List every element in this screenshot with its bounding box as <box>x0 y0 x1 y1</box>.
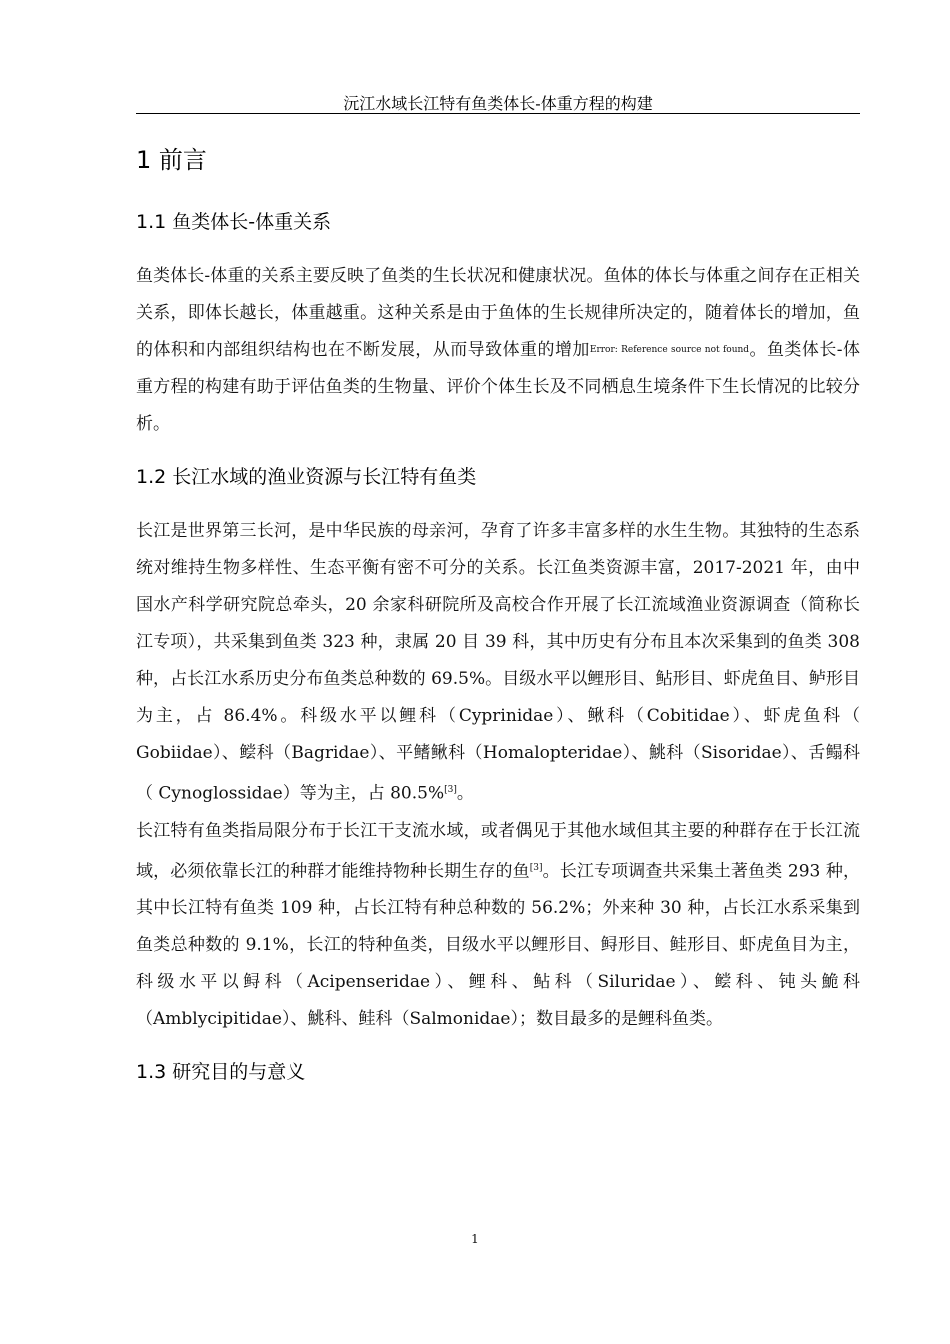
subsection-heading-1-2: 1.2 长江水域的渔业资源与长江特有鱼类 <box>136 466 477 488</box>
reference-error-note: Error: Reference source not found <box>589 345 750 355</box>
subsection-heading-1-1: 1.1 鱼类体长-体重关系 <box>136 211 332 233</box>
document-body <box>136 140 860 1108</box>
paragraph-body-length-weight <box>136 258 860 443</box>
paragraph-text: 。鱼类体长-体重方程的构建有助于评估鱼类的生物量、评价个体生长及不同栖息生境条件下生长情况的比较分析。 <box>136 340 861 434</box>
running-header: 沅江水域长江特有鱼类体长-体重方程的构建 <box>136 94 860 114</box>
paragraph-text: 鱼类体长-体重的关系主要反映了鱼类的生长状况和健康状况。鱼体的体长与体重之间存在正相关关系，即体长越长，体重越重。这种关系是由于鱼体的生长规律所决定的，随着体长的增加，鱼的体积和内部组织结构也在不断发展，从而导致体重的增加 <box>136 266 860 360</box>
subsection-heading-1-3: 1.3 研究目的与意义 <box>136 1061 306 1084</box>
section-heading-1: 1 前言 <box>136 146 207 174</box>
paragraph-endemic-fish <box>136 813 860 1039</box>
citation-ref: [3] <box>529 862 543 873</box>
page-number: 1 <box>471 1232 479 1246</box>
citation-ref: [3] <box>444 785 457 795</box>
paragraph-text: 。长江专项调查共采集土著鱼类 293 种，其中长江特有鱼类 109 种，占长江特有种总种数的 56.2%；外来种 30 种，占长江水系采集到鱼类总种数的 9.1%，长江的特种鱼类，目级水平以鲤形目、鲟形目、鲑形目、虾虎鱼目为主，科级水平以鲟科（Acipenseridae）、鲤科、鲇科（Siluridae）、鲿科、钝头鮠科（Amblycipitidae）、鮡科、鲑科（Salmonidae）；数目最多的是鲤科鱼类。 <box>136 861 860 1030</box>
paragraph-text: 长江是世界第三长河，是中华民族的母亲河，孕育了许多丰富多样的水生生物。其独特的生态系统对维持生物多样性、生态平衡有密不可分的关系。长江鱼类资源丰富，2017-2021 年，由中国水产科学研究院总牵头，20 余家科研院所及高校合作开展了长江流域渔业资源调查（简称长江专项），共采集到鱼类 323 种，隶属 20 目 39 科，其中历史有分布且本次采集到的鱼类 308 种，占长江水系历史分布鱼类总种数的 69.5%。目级水平以鲤形目、鲇形目、虾虎鱼目、鲈形目为主，占 86.4%。科级水平以鲤科（Cyprinidae）、鳅科（Cobitidae）、虾虎鱼科（ Gobiidae）、鲿科（Bagridae）、平鳍鳅科（Homalopteridae）、鮡科（Sisoridae）、舌鳎科（ Cynoglossidae）等为主，占 80.5% <box>136 521 860 804</box>
paragraph-text: 。 <box>456 783 474 804</box>
paragraph-text: 长江特有鱼类指局限分布于长江干支流水域，或者偶见于其他水域但其主要的种群存在于长江流域，必须依靠长江的种群才能维持物种长期生存的鱼 <box>136 820 860 882</box>
paragraph-yangtze-resources <box>136 513 860 813</box>
